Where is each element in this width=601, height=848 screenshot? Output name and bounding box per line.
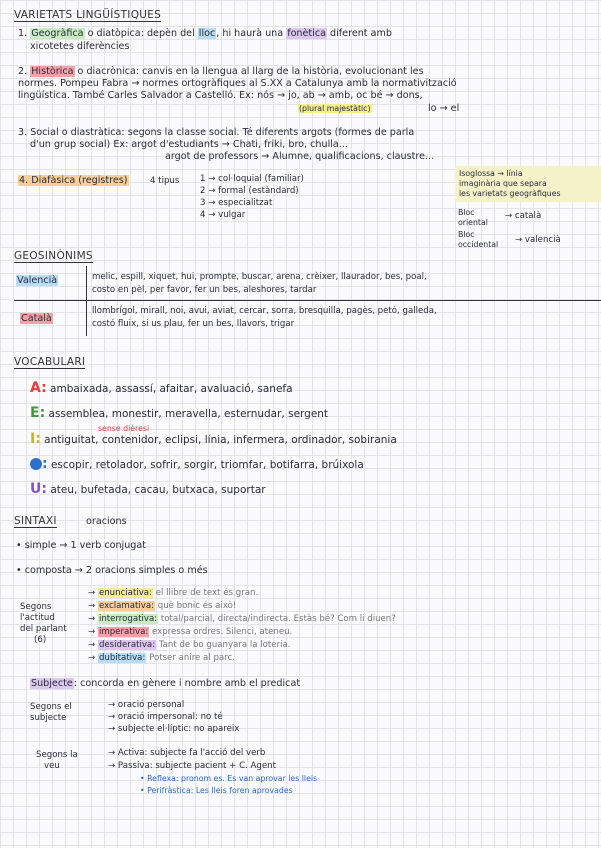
sintaxi-subtitle: oracions [86,516,127,527]
passiva-reflexa: • Reflexa: pronom es. Es van aprovar les lleis [140,774,318,783]
passiva-perifrastica: • Perifràstica: Les lleis foren aprovades [140,786,293,795]
vocab-o: : escopir, retolador, sofrir, sorgir, triomfar, botifarra, brúixola [30,456,364,472]
geosinonims-column-divider [86,266,87,336]
bloc-occidental-value: → valencià [515,235,561,245]
veu-passiva: → Passiva: subjecte pacient + C. Agent [108,761,276,771]
bloc-occidental-label: Bloc occidental [458,230,499,249]
valencia-words-2: costo en pèl, per favor, fer un bes, aleshores, tardar [92,285,317,295]
catala-label: Català [21,313,52,324]
subjecte-personal: → oració personal [108,700,185,710]
circle-o-icon [30,458,42,470]
section-title-geosinonims: GEOSINÒNIMS [14,250,93,262]
catala-words-1: llombrígol, mirall, noi, avui, aviat, cercar, sorra, bresquilla, pagès, petó, galleda, [92,306,437,316]
subjecte-impersonal: → oració impersonal: no té [108,712,223,722]
plural-majestatic-note: (plural majestàtic) [299,104,371,113]
variation-item-geografica-line2: xicotetes diferències [30,41,130,52]
section-title-variation: VARIETATS LINGÜÍSTIQUES [14,9,162,21]
valencia-label: Valencià [17,275,58,286]
section-title-vocabulari: VOCABULARI [14,356,86,368]
vocab-u: U: ateu, bufetada, cacau, butxaca, suportar [30,481,266,497]
variation-item-diafasica: 4. Diafàsica (registres) [19,175,128,186]
registre-4: 4 → vulgar [200,210,246,220]
variation-item-historica-line3: lingüística. També Carles Salvador a Castelló. Ex: nós → jo, ab → amb, oc bé → dons, [18,90,423,101]
actitud-enunciativa: → enunciativa: el llibre de text és gran. [88,588,259,598]
bloc-oriental-label: Bloc oriental [458,208,488,227]
variation-item-geografica: 1. Geogràfica o diatòpica: depèn del lloc, hi haurà una fonètica diferent amb [18,28,392,39]
subjecte-definition: Subjecte: concorda en gènere i nombre amb el predicat [31,678,301,689]
registre-2: 2 → formal (estàndard) [200,186,299,196]
catala-words-2: costó fluix, si us plau, fer un bes, llavors, trigar [92,319,295,329]
variation-item-social-line2: d'un grup social) Ex: argot d'estudiants → Chati, friki, bro, chulla... [30,139,348,150]
oracio-simple: • simple → 1 verb conjugat [16,540,147,551]
valencia-words-1: melic, espill, xiquet, hui, prompte, buscar, arena, crèixer, llaurador, bes, poal, [92,272,427,282]
vocab-i-note: sense dièresi [98,424,150,433]
geosinonims-divider [14,300,601,301]
variation-item-historica-line2: normes. Pompeu Fabra → normes ortogràfiques al S.XX a Catalunya amb la normativització [18,78,457,89]
registre-3: 3 → especialitzat [200,198,273,208]
actitud-interrogativa: → interrogativa: total/parcial, directa/indirecta. Estàs bé? Com li diuen? [88,614,396,624]
vocab-e: E: assemblea, monestir, meravella, esternudar, sergent [30,405,329,421]
variation-item-historica: 2. Històrica o diacrònica: canvis en la llengua al llarg de la història, evolucionant les [18,66,424,77]
lo-el-example: lo → el [428,103,460,114]
registre-1: 1 → col·loquial (familiar) [200,174,304,184]
registres-count: 4 tipus [150,176,180,186]
variation-item-social: 3. Social o diastràtica: segons la classe social. Té diferents argots (formes de parla [18,127,415,138]
vocab-i: I: antiguitat, contenidor, eclipsi, línia, infermera, ordinador, sobirania [30,431,397,447]
vocab-a: A: ambaixada, assassí, afaitar, avaluació, sanefa [30,380,293,396]
actitud-desiderativa: → desiderativa: Tant de bo guanyara la loteria. [88,640,291,650]
actitud-imperativa: → imperativa: expressa ordres. Silenci, ateneu. [88,627,293,637]
variation-item-social-line3: argot de professors → Alumne, qualificacions, claustre... [165,151,435,162]
actitud-exclamativa: → exclamativa: què bonic és això! [88,601,237,611]
segons-subjecte-label: Segons el subjecte [30,702,72,723]
veu-activa: → Activa: subjecte fa l'acció del verb [108,748,266,758]
segons-veu-label: Segons la veu [36,750,78,771]
actitud-dubitativa: → dubitativa: Potser anire al parc. [88,653,235,663]
bloc-oriental-value: → català [505,211,542,221]
segons-actitud-label: Segons l'actitud del parlant (6) [20,602,67,645]
section-title-sintaxi: SINTAXI [14,515,57,527]
subjecte-elliptic: → subjecte el·líptic: no apareix [108,724,240,734]
isoglossa-note: Isoglossa → línia imaginària que separa les varietats geogràfiques [455,166,601,202]
oracio-composta: • composta → 2 oracions simples o més [16,565,208,576]
